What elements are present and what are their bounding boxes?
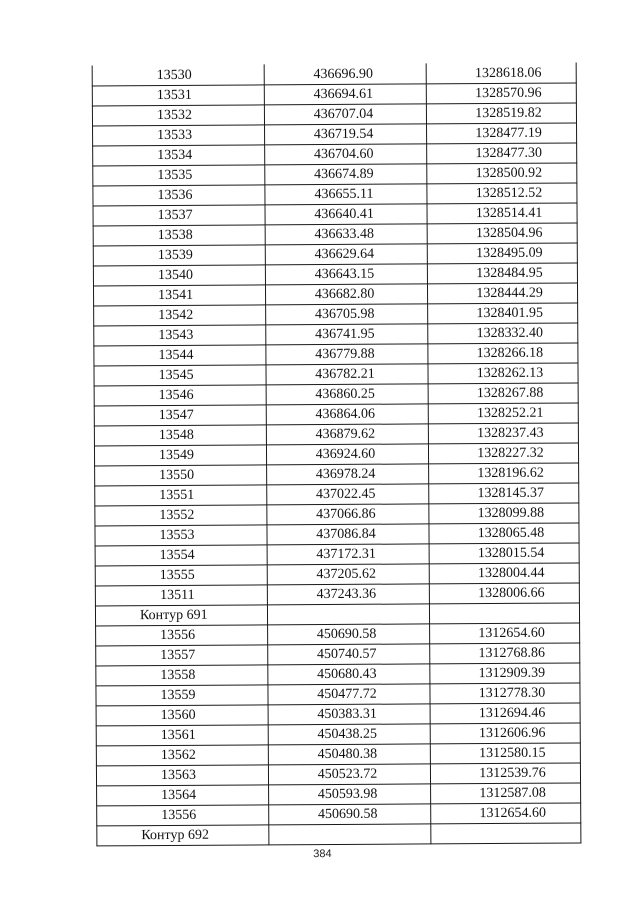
table-row [96, 623, 580, 646]
y-coordinate-cell: 1328495.09 [427, 243, 577, 264]
table-row [97, 803, 581, 826]
point-number-cell: 13558 [96, 665, 268, 686]
x-coordinate-cell: 437086.84 [267, 524, 429, 545]
y-coordinate-cell: 1312654.60 [431, 803, 581, 824]
y-coordinate-cell: 1312580.15 [430, 743, 580, 764]
point-number-cell: 13511 [95, 585, 267, 606]
table-row [92, 103, 576, 126]
x-coordinate-cell: 450383.31 [268, 704, 430, 725]
table-row [96, 643, 580, 666]
table-row [96, 663, 580, 686]
y-coordinate-cell: 1328514.41 [427, 203, 577, 224]
y-coordinate-cell: 1328006.66 [429, 583, 579, 604]
table-row [96, 683, 580, 706]
x-coordinate-cell: 436719.54 [265, 124, 427, 145]
y-coordinate-cell: 1328065.48 [429, 523, 579, 544]
table-row [95, 583, 579, 606]
point-number-cell: 13545 [94, 365, 266, 386]
x-coordinate-cell: 436707.04 [264, 104, 426, 125]
x-coordinate-cell: 436633.48 [265, 224, 427, 245]
point-number-cell: 13560 [96, 705, 268, 726]
table-row [94, 303, 578, 326]
x-coordinate-cell: 450690.58 [269, 804, 431, 825]
x-coordinate-cell: 436978.24 [267, 464, 429, 485]
table-row [95, 523, 579, 546]
coordinates-table-body [92, 62, 581, 845]
x-coordinate-cell: 436779.88 [266, 344, 428, 365]
point-number-cell: 13540 [93, 265, 265, 286]
table-row [96, 723, 580, 746]
x-coordinate-cell: 436860.25 [266, 384, 428, 405]
y-coordinate-cell: 1312606.96 [430, 723, 580, 744]
x-coordinate-cell [269, 824, 431, 845]
y-coordinate-cell: 1328519.82 [426, 103, 576, 124]
contour-label: Контур 692 [97, 825, 269, 846]
table-row [97, 783, 581, 806]
table-row [92, 83, 576, 106]
y-coordinate-cell: 1328332.40 [428, 323, 578, 344]
point-number-cell: 13535 [93, 165, 265, 186]
point-number-cell: 13562 [96, 745, 268, 766]
table-row [94, 383, 578, 406]
coordinates-table [92, 62, 582, 846]
point-number-cell: 13548 [94, 425, 266, 446]
x-coordinate-cell: 450438.25 [268, 724, 430, 745]
x-coordinate-cell: 436704.60 [265, 144, 427, 165]
x-coordinate-cell: 436655.11 [265, 184, 427, 205]
point-number-cell: 13544 [94, 345, 266, 366]
x-coordinate-cell: 436643.15 [265, 264, 427, 285]
y-coordinate-cell: 1328570.96 [426, 83, 576, 104]
point-number-cell: 13538 [93, 225, 265, 246]
x-coordinate-cell: 437022.45 [267, 484, 429, 505]
point-number-cell: 13533 [93, 125, 265, 146]
y-coordinate-cell: 1312654.60 [430, 623, 580, 644]
x-coordinate-cell: 450523.72 [268, 764, 430, 785]
point-number-cell: 13543 [94, 325, 266, 346]
table-row [92, 62, 576, 85]
point-number-cell: 13530 [92, 64, 264, 86]
y-coordinate-cell: 1328237.43 [428, 423, 578, 444]
y-coordinate-cell: 1328444.29 [427, 283, 577, 304]
x-coordinate-cell: 436682.80 [265, 284, 427, 305]
table-row [93, 143, 577, 166]
x-coordinate-cell: 436741.95 [266, 324, 428, 345]
y-coordinate-cell: 1328401.95 [428, 303, 578, 324]
y-coordinate-cell: 1328015.54 [429, 543, 579, 564]
y-coordinate-cell: 1328500.92 [427, 163, 577, 184]
point-number-cell: 13564 [97, 785, 269, 806]
point-number-cell: 13554 [95, 545, 267, 566]
x-coordinate-cell: 436864.06 [266, 404, 428, 425]
y-coordinate-cell: 1312778.30 [430, 683, 580, 704]
page-number: 384 [313, 847, 332, 861]
table-row [93, 263, 577, 286]
y-coordinate-cell: 1328145.37 [429, 483, 579, 504]
table-row [96, 743, 580, 766]
y-coordinate-cell: 1328618.06 [426, 62, 576, 83]
y-coordinate-cell: 1312909.39 [430, 663, 580, 684]
point-number-cell: 13550 [95, 465, 267, 486]
point-number-cell: 13539 [93, 245, 265, 266]
x-coordinate-cell: 436640.41 [265, 204, 427, 225]
x-coordinate-cell: 436674.89 [265, 164, 427, 185]
table-row [93, 123, 577, 146]
point-number-cell: 13547 [94, 405, 266, 426]
y-coordinate-cell: 1328262.13 [428, 363, 578, 384]
y-coordinate-cell: 1328512.52 [427, 183, 577, 204]
y-coordinate-cell: 1312694.46 [430, 703, 580, 724]
x-coordinate-cell: 437205.62 [267, 564, 429, 585]
y-coordinate-cell: 1328266.18 [428, 343, 578, 364]
x-coordinate-cell: 450477.72 [268, 684, 430, 705]
x-coordinate-cell: 436924.60 [266, 444, 428, 465]
point-number-cell: 13534 [93, 145, 265, 166]
y-coordinate-cell [429, 603, 579, 624]
table-row [95, 483, 579, 506]
table-row [93, 203, 577, 226]
point-number-cell: 13546 [94, 385, 266, 406]
table-row [96, 763, 580, 786]
point-number-cell: 13552 [95, 505, 267, 526]
x-coordinate-cell: 450593.98 [269, 784, 431, 805]
y-coordinate-cell: 1328227.32 [428, 443, 578, 464]
table-row [94, 403, 578, 426]
y-coordinate-cell: 1328004.44 [429, 563, 579, 584]
table-row [93, 183, 577, 206]
point-number-cell: 13551 [95, 485, 267, 506]
table-row [94, 323, 578, 346]
table-row [93, 283, 577, 306]
point-number-cell: 13556 [96, 625, 268, 646]
x-coordinate-cell: 450690.58 [268, 624, 430, 645]
y-coordinate-cell: 1328267.88 [428, 383, 578, 404]
point-number-cell: 13561 [96, 725, 268, 746]
table-row [94, 423, 578, 446]
y-coordinate-cell: 1328484.95 [427, 263, 577, 284]
y-coordinate-cell: 1328196.62 [429, 463, 579, 484]
table-row [93, 163, 577, 186]
table-row [94, 443, 578, 466]
point-number-cell: 13556 [97, 805, 269, 826]
table-row [96, 703, 580, 726]
table-row [94, 363, 578, 386]
table-row [94, 343, 578, 366]
x-coordinate-cell: 436879.62 [266, 424, 428, 445]
point-number-cell: 13553 [95, 525, 267, 546]
y-coordinate-cell: 1328477.30 [427, 143, 577, 164]
x-coordinate-cell [267, 604, 429, 625]
table-row [95, 463, 579, 486]
point-number-cell: 13541 [93, 285, 265, 306]
y-coordinate-cell: 1312587.08 [431, 783, 581, 804]
y-coordinate-cell: 1328099.88 [429, 503, 579, 524]
y-coordinate-cell [431, 823, 581, 844]
x-coordinate-cell: 436705.98 [266, 304, 428, 325]
y-coordinate-cell: 1328477.19 [427, 123, 577, 144]
x-coordinate-cell: 436629.64 [265, 244, 427, 265]
point-number-cell: 13557 [96, 645, 268, 666]
point-number-cell: 13559 [96, 685, 268, 706]
x-coordinate-cell: 436782.21 [266, 364, 428, 385]
y-coordinate-cell: 1328504.96 [427, 223, 577, 244]
point-number-cell: 13563 [96, 765, 268, 786]
point-number-cell: 13555 [95, 565, 267, 586]
x-coordinate-cell: 437243.36 [267, 584, 429, 605]
x-coordinate-cell: 450680.43 [268, 664, 430, 685]
x-coordinate-cell: 450740.57 [268, 644, 430, 665]
x-coordinate-cell: 436696.90 [264, 63, 426, 84]
table-row [95, 503, 579, 526]
y-coordinate-cell: 1328252.21 [428, 403, 578, 424]
contour-header-row [97, 823, 581, 846]
x-coordinate-cell: 437172.31 [267, 544, 429, 565]
table-row [95, 543, 579, 566]
point-number-cell: 13532 [92, 105, 264, 126]
x-coordinate-cell: 436694.61 [264, 84, 426, 105]
y-coordinate-cell: 1312539.76 [430, 763, 580, 784]
point-number-cell: 13542 [94, 305, 266, 326]
x-coordinate-cell: 450480.38 [268, 744, 430, 765]
point-number-cell: 13537 [93, 205, 265, 226]
point-number-cell: 13549 [94, 445, 266, 466]
contour-label: Контур 691 [95, 605, 267, 626]
point-number-cell: 13531 [92, 85, 264, 106]
table-row [93, 243, 577, 266]
y-coordinate-cell: 1312768.86 [430, 643, 580, 664]
table-row [95, 563, 579, 586]
x-coordinate-cell: 437066.86 [267, 504, 429, 525]
table-row [93, 223, 577, 246]
point-number-cell: 13536 [93, 185, 265, 206]
